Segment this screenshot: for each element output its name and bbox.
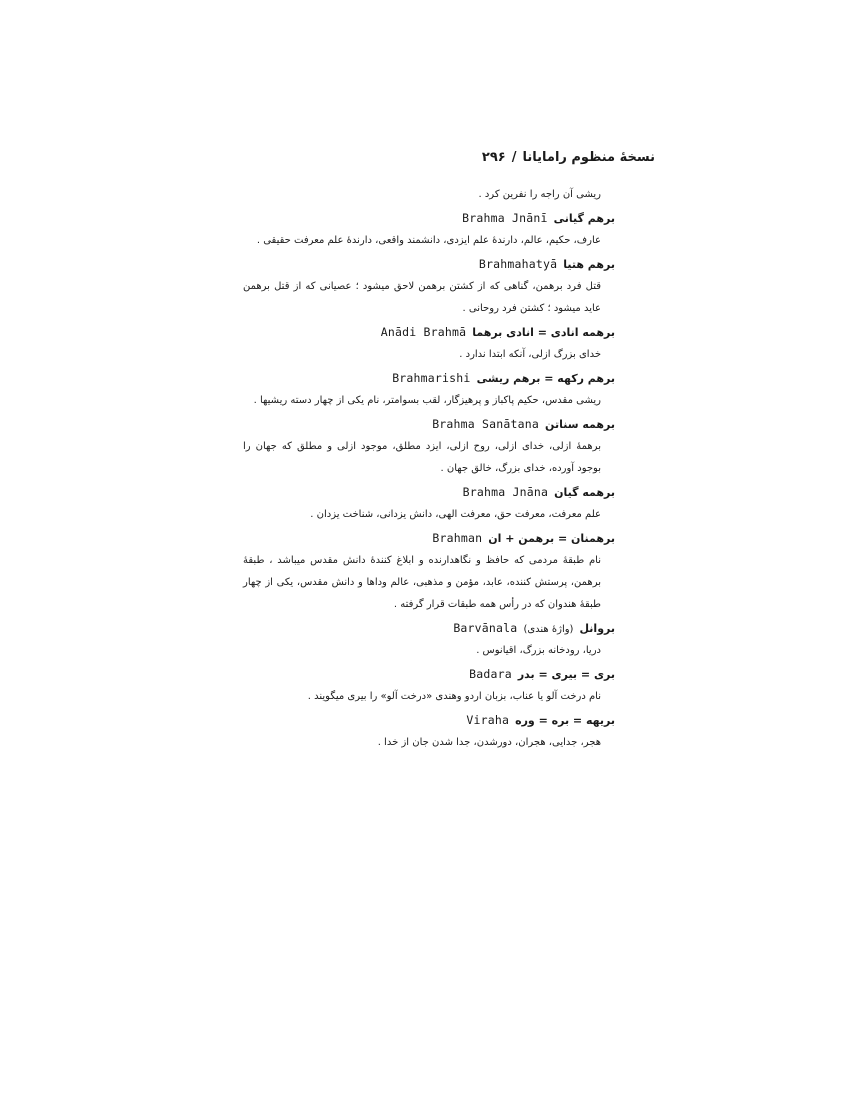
entry-definition: علم معرفت، معرفت حق، معرفت الهی، دانش یزدانی، شناخت یزدان . — [310, 509, 601, 520]
entry-persian: برهمنان = برهمن + ان — [488, 532, 615, 545]
entry-definition: عارف، حکیم، عالم، دارندهٔ علم ایزدی، دانشمند واقعی، دارندهٔ علم معرفت حقیقی . — [256, 235, 601, 246]
entry-persian: برهم هتیا — [563, 258, 615, 271]
entry-persian: برهم رکهه = برهم ریشی — [476, 372, 615, 385]
entry-persian: برهمه انادی = انادی برهما — [472, 326, 615, 339]
glossary-entry — [243, 662, 615, 708]
entry-definition: قتل فرد برهمن، گناهی که از کشتن برهمن لاحق میشود ؛ عصیانی که از قتل برهمن عاید میشود ؛ کشتن فرد روحانی . — [243, 281, 601, 314]
entry-latin: Brahma Jnānī — [462, 211, 548, 225]
entry-headword — [243, 206, 615, 230]
entry-definition: برهمهٔ ازلی، خدای ازلی، روح ازلی، ایزد مطلق، موجود ازلی و مطلق که جهان را بوجود آورده، خدای بزرگ، خالق جهان . — [243, 441, 601, 474]
glossary-entry — [243, 526, 615, 616]
entry-headword — [243, 526, 615, 550]
entry-latin: Brahmahatyā — [478, 257, 558, 271]
glossary-entry — [243, 708, 615, 754]
entry-headword — [243, 616, 615, 640]
entry-headword — [243, 366, 615, 390]
glossary-entry — [243, 320, 615, 366]
entry-latin: Brahman — [432, 531, 483, 545]
entry-persian: بروانل — [579, 622, 615, 635]
entry-latin: Brahma Sanātana — [432, 417, 540, 431]
entry-definition: ریشی مقدس، حکیم پاکباز و پرهیزگار، لقب بسوامتر، نام یکی از چهار دسته ریشیها . — [253, 395, 601, 406]
entry-headword — [243, 252, 615, 276]
entry-persian: بری = بیری = بدر — [517, 668, 615, 681]
entry-latin: Barvānala — [453, 621, 518, 635]
entry-definition: دریا، رودخانه بزرگ، اقیانوس . — [476, 645, 601, 656]
entry-headword — [243, 480, 615, 504]
glossary-entry — [243, 252, 615, 320]
entry-latin: Brahma Jnāna — [462, 485, 549, 499]
glossary-entry — [243, 366, 615, 412]
glossary-entry — [243, 480, 615, 526]
entry-headword — [243, 708, 615, 732]
entry-definition: خدای بزرگ ازلی، آنکه ابتدا ندارد . — [459, 349, 601, 360]
glossary-entry — [243, 206, 615, 252]
entry-latin: Anādi Brahmā — [380, 325, 467, 339]
entry-persian: برهمه سناتن — [545, 418, 615, 431]
glossary-entry — [243, 616, 615, 662]
page-header — [482, 150, 655, 165]
entry-persian: برهمه گیان — [554, 486, 615, 499]
entry-headword — [243, 412, 615, 436]
entry-headword — [243, 320, 615, 344]
entry-definition: هجر، جدایی، هجران، دورشدن، جدا شدن جان از خدا . — [377, 737, 601, 748]
entry-headword — [243, 662, 615, 686]
entry-latin: Viraha — [466, 713, 510, 727]
entry-latin: Badara — [469, 667, 512, 681]
entry-definition: نام طبقهٔ مردمی که حافظ و نگاهدارنده و ابلاغ کنندهٔ دانش مقدس میباشد ، طبقهٔ برهمن، پرستش کننده، عابد، مؤمن و مذهبی، عالم وداها و دانش مقدس، یکی از چهار طبقهٔ هندوان که در رأس همه طبقات قرار گرفته . — [243, 555, 601, 610]
glossary-entry — [243, 412, 615, 480]
entry-definition: نام درخت آلو یا عناب، بزبان اردو وهندی «درخت آلو» را بیری میگویند . — [307, 691, 601, 702]
page-number: ۲۹۶ — [481, 150, 506, 165]
entry-persian: برهم گیانی — [553, 212, 615, 225]
book-title: نسخهٔ منظوم رامایانا — [522, 150, 655, 165]
glossary-content — [243, 184, 615, 754]
entry-note: (واژهٔ هندی) — [523, 624, 574, 635]
entry-latin: Brahmarishi — [392, 371, 471, 385]
intro-line: ریشی آن راجه را نفرین کرد . — [478, 189, 601, 200]
entry-persian: بریهه = بره = وره — [515, 714, 615, 727]
header-separator: / — [511, 150, 517, 165]
